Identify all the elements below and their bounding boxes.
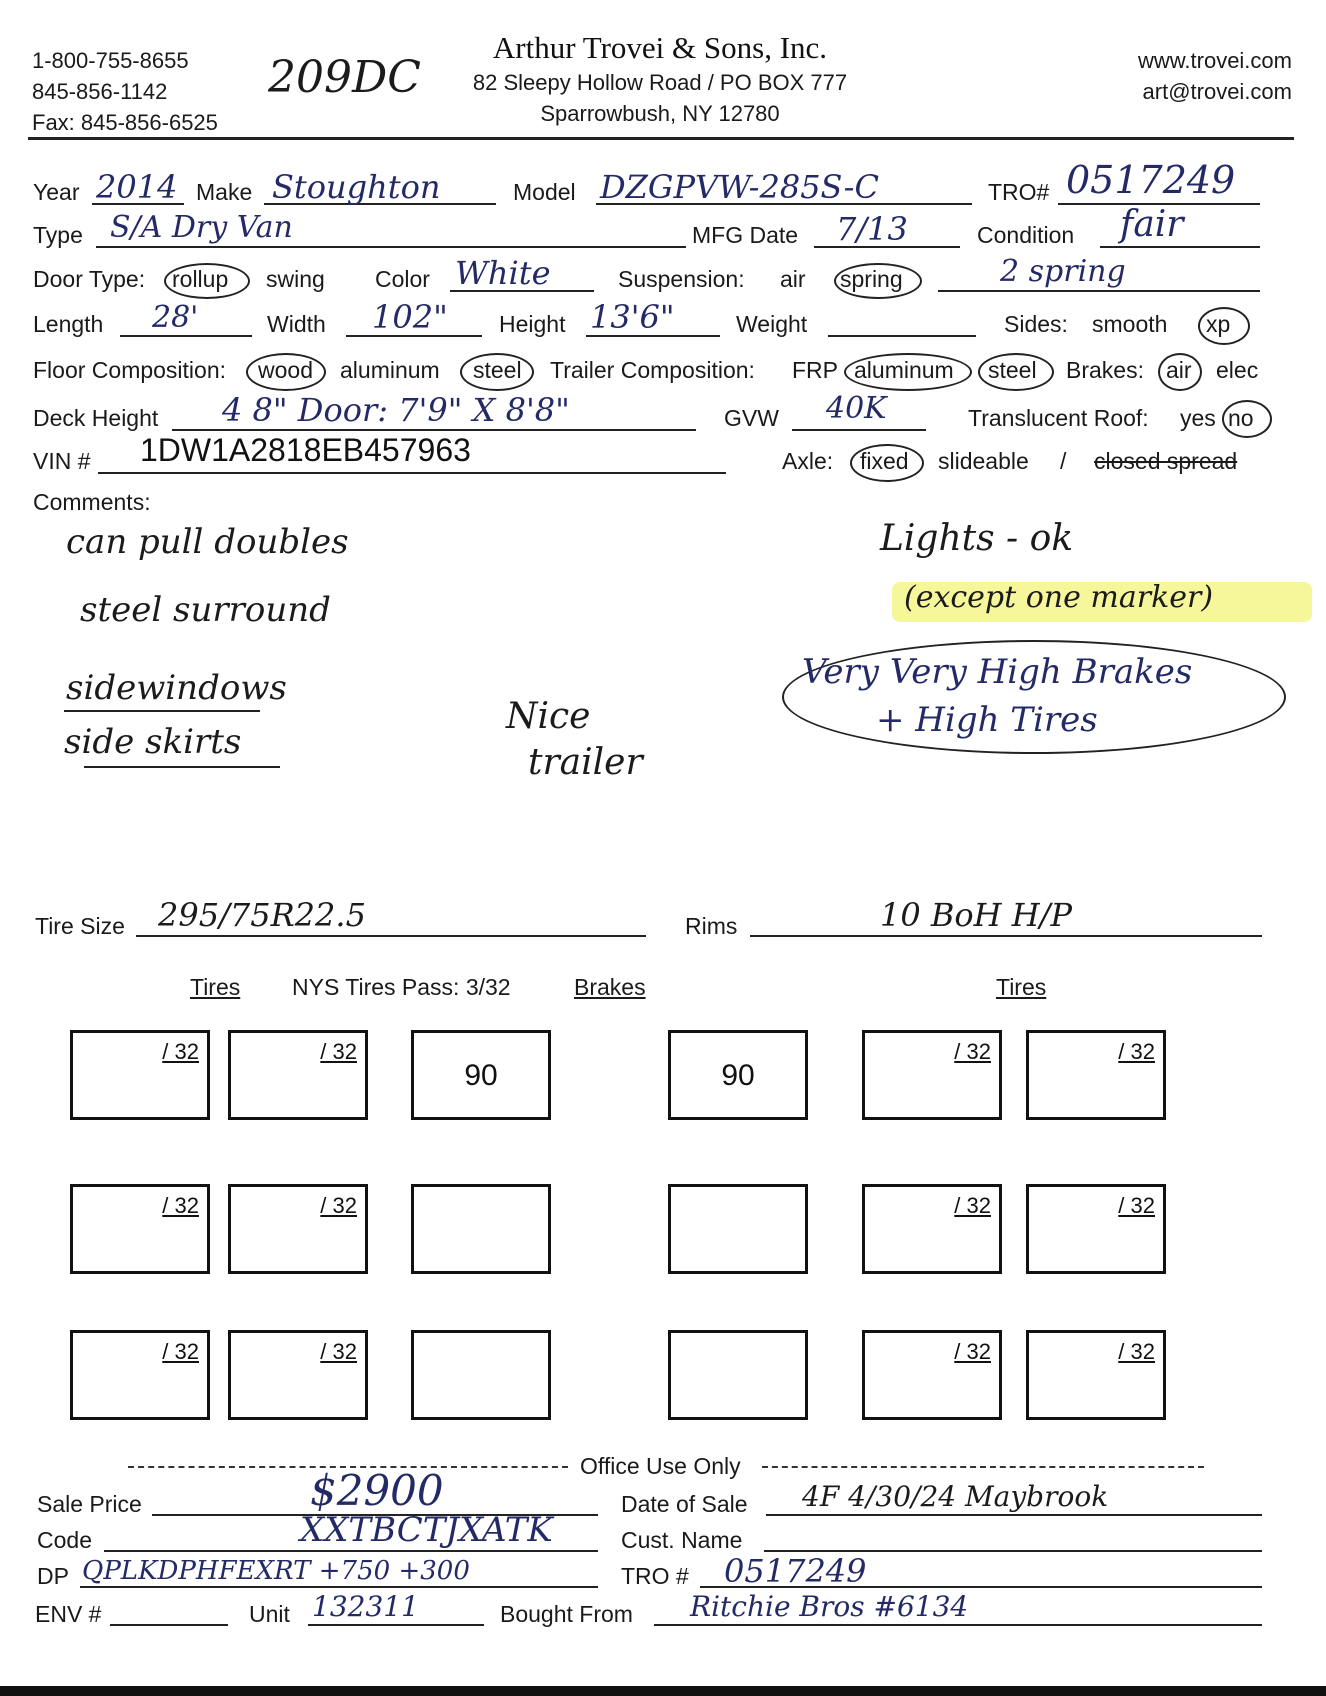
tro-label-office: TRO # <box>621 1563 689 1589</box>
deck-height-label: Deck Height <box>33 405 159 431</box>
floor-steel-option: steel <box>473 357 522 383</box>
trailer-composition-label: Trailer Composition: <box>550 357 755 383</box>
axle-fixed-option: fixed <box>860 448 909 474</box>
brake-box-r1[interactable]: 90 <box>668 1030 808 1120</box>
nys-tires-pass: NYS Tires Pass: 3/32 <box>292 974 511 1000</box>
tire-box-r1-b[interactable]: / 32 <box>1026 1030 1166 1120</box>
roof-no-option: no <box>1228 405 1254 431</box>
comment-pull-doubles: can pull doubles <box>66 522 349 562</box>
brakes-elec-option: elec <box>1216 357 1259 383</box>
axle-label: Axle: <box>782 448 834 474</box>
roof-no-circle <box>1222 400 1272 438</box>
scan-bottom-edge <box>0 1686 1326 1696</box>
roof-yes-option: yes <box>1180 405 1216 431</box>
deck-height-value: 4 8" Door: 7'9" X 8'8" <box>222 391 570 429</box>
code-value: XXTBCTJXATK <box>300 1510 553 1550</box>
bought-from-value: Ritchie Bros #6134 <box>690 1590 969 1623</box>
axle-closed-spread-option: closed spread <box>1094 448 1238 474</box>
make-label: Make <box>196 179 253 205</box>
tire-box-l1-a[interactable]: / 32 <box>70 1030 210 1120</box>
sale-price-label: Sale Price <box>37 1491 142 1517</box>
comment-steel-surround: steel surround <box>80 590 331 630</box>
tire-box-l3-b[interactable]: / 32 <box>228 1330 368 1420</box>
comment-high-brakes: Very Very High Brakes <box>802 652 1193 692</box>
color-value: White <box>455 254 551 292</box>
brake-box-l3[interactable] <box>411 1330 551 1420</box>
height-value: 13'6" <box>590 298 675 336</box>
tire-box-l3-a[interactable]: / 32 <box>70 1330 210 1420</box>
tire-box-r3-b[interactable]: / 32 <box>1026 1330 1166 1420</box>
tro-label: TRO# <box>988 179 1050 205</box>
company-name: Arthur Trovei & Sons, Inc. <box>492 30 828 65</box>
suspension-spring-option: spring <box>840 266 903 292</box>
cust-name-label: Cust. Name <box>621 1527 743 1553</box>
mfg-date-label: MFG Date <box>692 222 799 248</box>
header-rule <box>28 137 1294 140</box>
tro-value: 0517249 <box>1066 158 1236 202</box>
gvw-value: 40K <box>826 391 887 426</box>
floor-wood-option: wood <box>258 357 313 383</box>
axle-slideable-option: slideable <box>938 448 1029 474</box>
comments-label: Comments: <box>33 489 151 515</box>
phone-1: 1-800-755-8655 <box>32 48 189 73</box>
sides-smooth-option: smooth <box>1092 311 1168 337</box>
brake-box-l1[interactable]: 90 <box>411 1030 551 1120</box>
make-value: Stoughton <box>272 168 441 206</box>
brakes-air-circle <box>1158 353 1202 391</box>
date-of-sale-label: Date of Sale <box>621 1491 748 1517</box>
model-value: DZGPVW-285S-C <box>600 168 879 206</box>
unit-value: 132311 <box>312 1590 419 1623</box>
tire-size-label: Tire Size <box>35 913 125 939</box>
comment-side-skirts: side skirts <box>64 722 242 762</box>
trailer-steel-option: steel <box>988 357 1037 383</box>
tire-box-l2-b[interactable]: / 32 <box>228 1184 368 1274</box>
suspension-spring-circle <box>834 263 922 299</box>
door-swing-option: swing <box>266 266 325 292</box>
trailer-frp-option: FRP <box>792 357 838 383</box>
office-use-only: Office Use Only <box>580 1453 741 1479</box>
height-label: Height <box>499 311 566 337</box>
translucent-roof-label: Translucent Roof: <box>968 405 1149 431</box>
trailer-aluminum-option: aluminum <box>854 357 954 383</box>
tire-box-l1-b[interactable]: / 32 <box>228 1030 368 1120</box>
model-label: Model <box>513 179 576 205</box>
comment-side-windows: sidewindows <box>66 668 287 708</box>
bought-from-label: Bought From <box>500 1601 633 1627</box>
condition-value: fair <box>1120 204 1184 245</box>
trailer-steel-circle <box>978 353 1054 391</box>
rims-value: 10 BoH H/P <box>880 896 1072 934</box>
sale-price-value: $2900 <box>310 1466 444 1515</box>
dp-label: DP <box>37 1563 69 1589</box>
color-label: Color <box>375 266 430 292</box>
tire-box-r1-a[interactable]: / 32 <box>862 1030 1002 1120</box>
tires-header-left: Tires <box>190 974 241 1000</box>
door-rollup-circle <box>164 263 250 299</box>
suspension-air-option: air <box>780 266 806 292</box>
vin-label: VIN # <box>33 448 91 474</box>
floor-steel-circle <box>460 353 534 391</box>
rims-label: Rims <box>685 913 738 939</box>
year-value: 2014 <box>96 168 178 206</box>
comment-lights-ok: Lights - ok <box>880 518 1074 559</box>
unit-label: Unit <box>249 1601 290 1627</box>
sides-xp-circle <box>1198 307 1250 345</box>
mfg-date-value: 7/13 <box>836 210 908 248</box>
tires-header-right: Tires <box>996 974 1047 1000</box>
brakes-header: Brakes <box>574 974 646 1000</box>
tire-box-l2-a[interactable]: / 32 <box>70 1184 210 1274</box>
weight-label: Weight <box>736 311 808 337</box>
tire-box-r2-a[interactable]: / 32 <box>862 1184 1002 1274</box>
trailer-aluminum-circle <box>844 353 972 391</box>
type-label: Type <box>33 222 83 248</box>
floor-wood-circle <box>246 353 326 391</box>
door-type-label: Door Type: <box>33 266 146 292</box>
email: art@trovei.com <box>1142 79 1292 104</box>
phone-2: 845-856-1142 <box>32 79 168 104</box>
type-value: S/A Dry Van <box>110 210 293 245</box>
suspension-note: 2 spring <box>1000 254 1126 289</box>
handwritten-code: 209DC <box>268 52 421 103</box>
suspension-label: Suspension: <box>618 266 745 292</box>
comment-except-marker: (except one marker) <box>904 580 1214 615</box>
tire-box-r2-b[interactable]: / 32 <box>1026 1184 1166 1274</box>
comment-high-tires: + High Tires <box>876 700 1098 740</box>
fax: Fax: 845-856-6525 <box>32 110 218 135</box>
vin-value: 1DW1A2818EB457963 <box>140 432 471 468</box>
tro-value-office: 0517249 <box>724 1552 867 1590</box>
office-dash-right <box>762 1466 1204 1468</box>
gvw-label: GVW <box>724 405 779 431</box>
address-line-2: Sparrowbush, NY 12780 <box>540 101 780 126</box>
year-label: Year <box>33 179 80 205</box>
axle-fixed-circle <box>850 444 924 482</box>
floor-aluminum-option: aluminum <box>340 357 440 383</box>
website: www.trovei.com <box>1137 48 1292 73</box>
brake-box-l2[interactable] <box>411 1184 551 1274</box>
tire-size-value: 295/75R22.5 <box>158 896 366 934</box>
dp-value: QPLKDPHFEXRT +750 +300 <box>82 1556 470 1586</box>
sides-label: Sides: <box>1004 311 1068 337</box>
brake-box-r3[interactable] <box>668 1330 808 1420</box>
code-label: Code <box>37 1527 92 1553</box>
door-rollup-option: rollup <box>172 266 229 292</box>
width-label: Width <box>267 311 326 337</box>
env-label: ENV # <box>35 1601 102 1627</box>
sides-xp-option: xp <box>1206 311 1231 337</box>
comment-trailer: trailer <box>528 742 643 783</box>
tire-box-r3-a[interactable]: / 32 <box>862 1330 1002 1420</box>
length-label: Length <box>33 311 104 337</box>
brakes-label: Brakes: <box>1066 357 1144 383</box>
length-value: 28' <box>152 300 199 335</box>
address-line-1: 82 Sleepy Hollow Road / PO BOX 777 <box>472 70 848 95</box>
condition-label: Condition <box>977 222 1075 248</box>
floor-composition-label: Floor Composition: <box>33 357 227 383</box>
brakes-air-option: air <box>1166 357 1192 383</box>
brake-box-r2[interactable] <box>668 1184 808 1274</box>
width-value: 102" <box>372 298 448 336</box>
date-of-sale-value: 4F 4/30/24 Maybrook <box>802 1480 1109 1513</box>
comment-nice: Nice <box>506 696 591 737</box>
axle-slash: / <box>1060 448 1067 474</box>
